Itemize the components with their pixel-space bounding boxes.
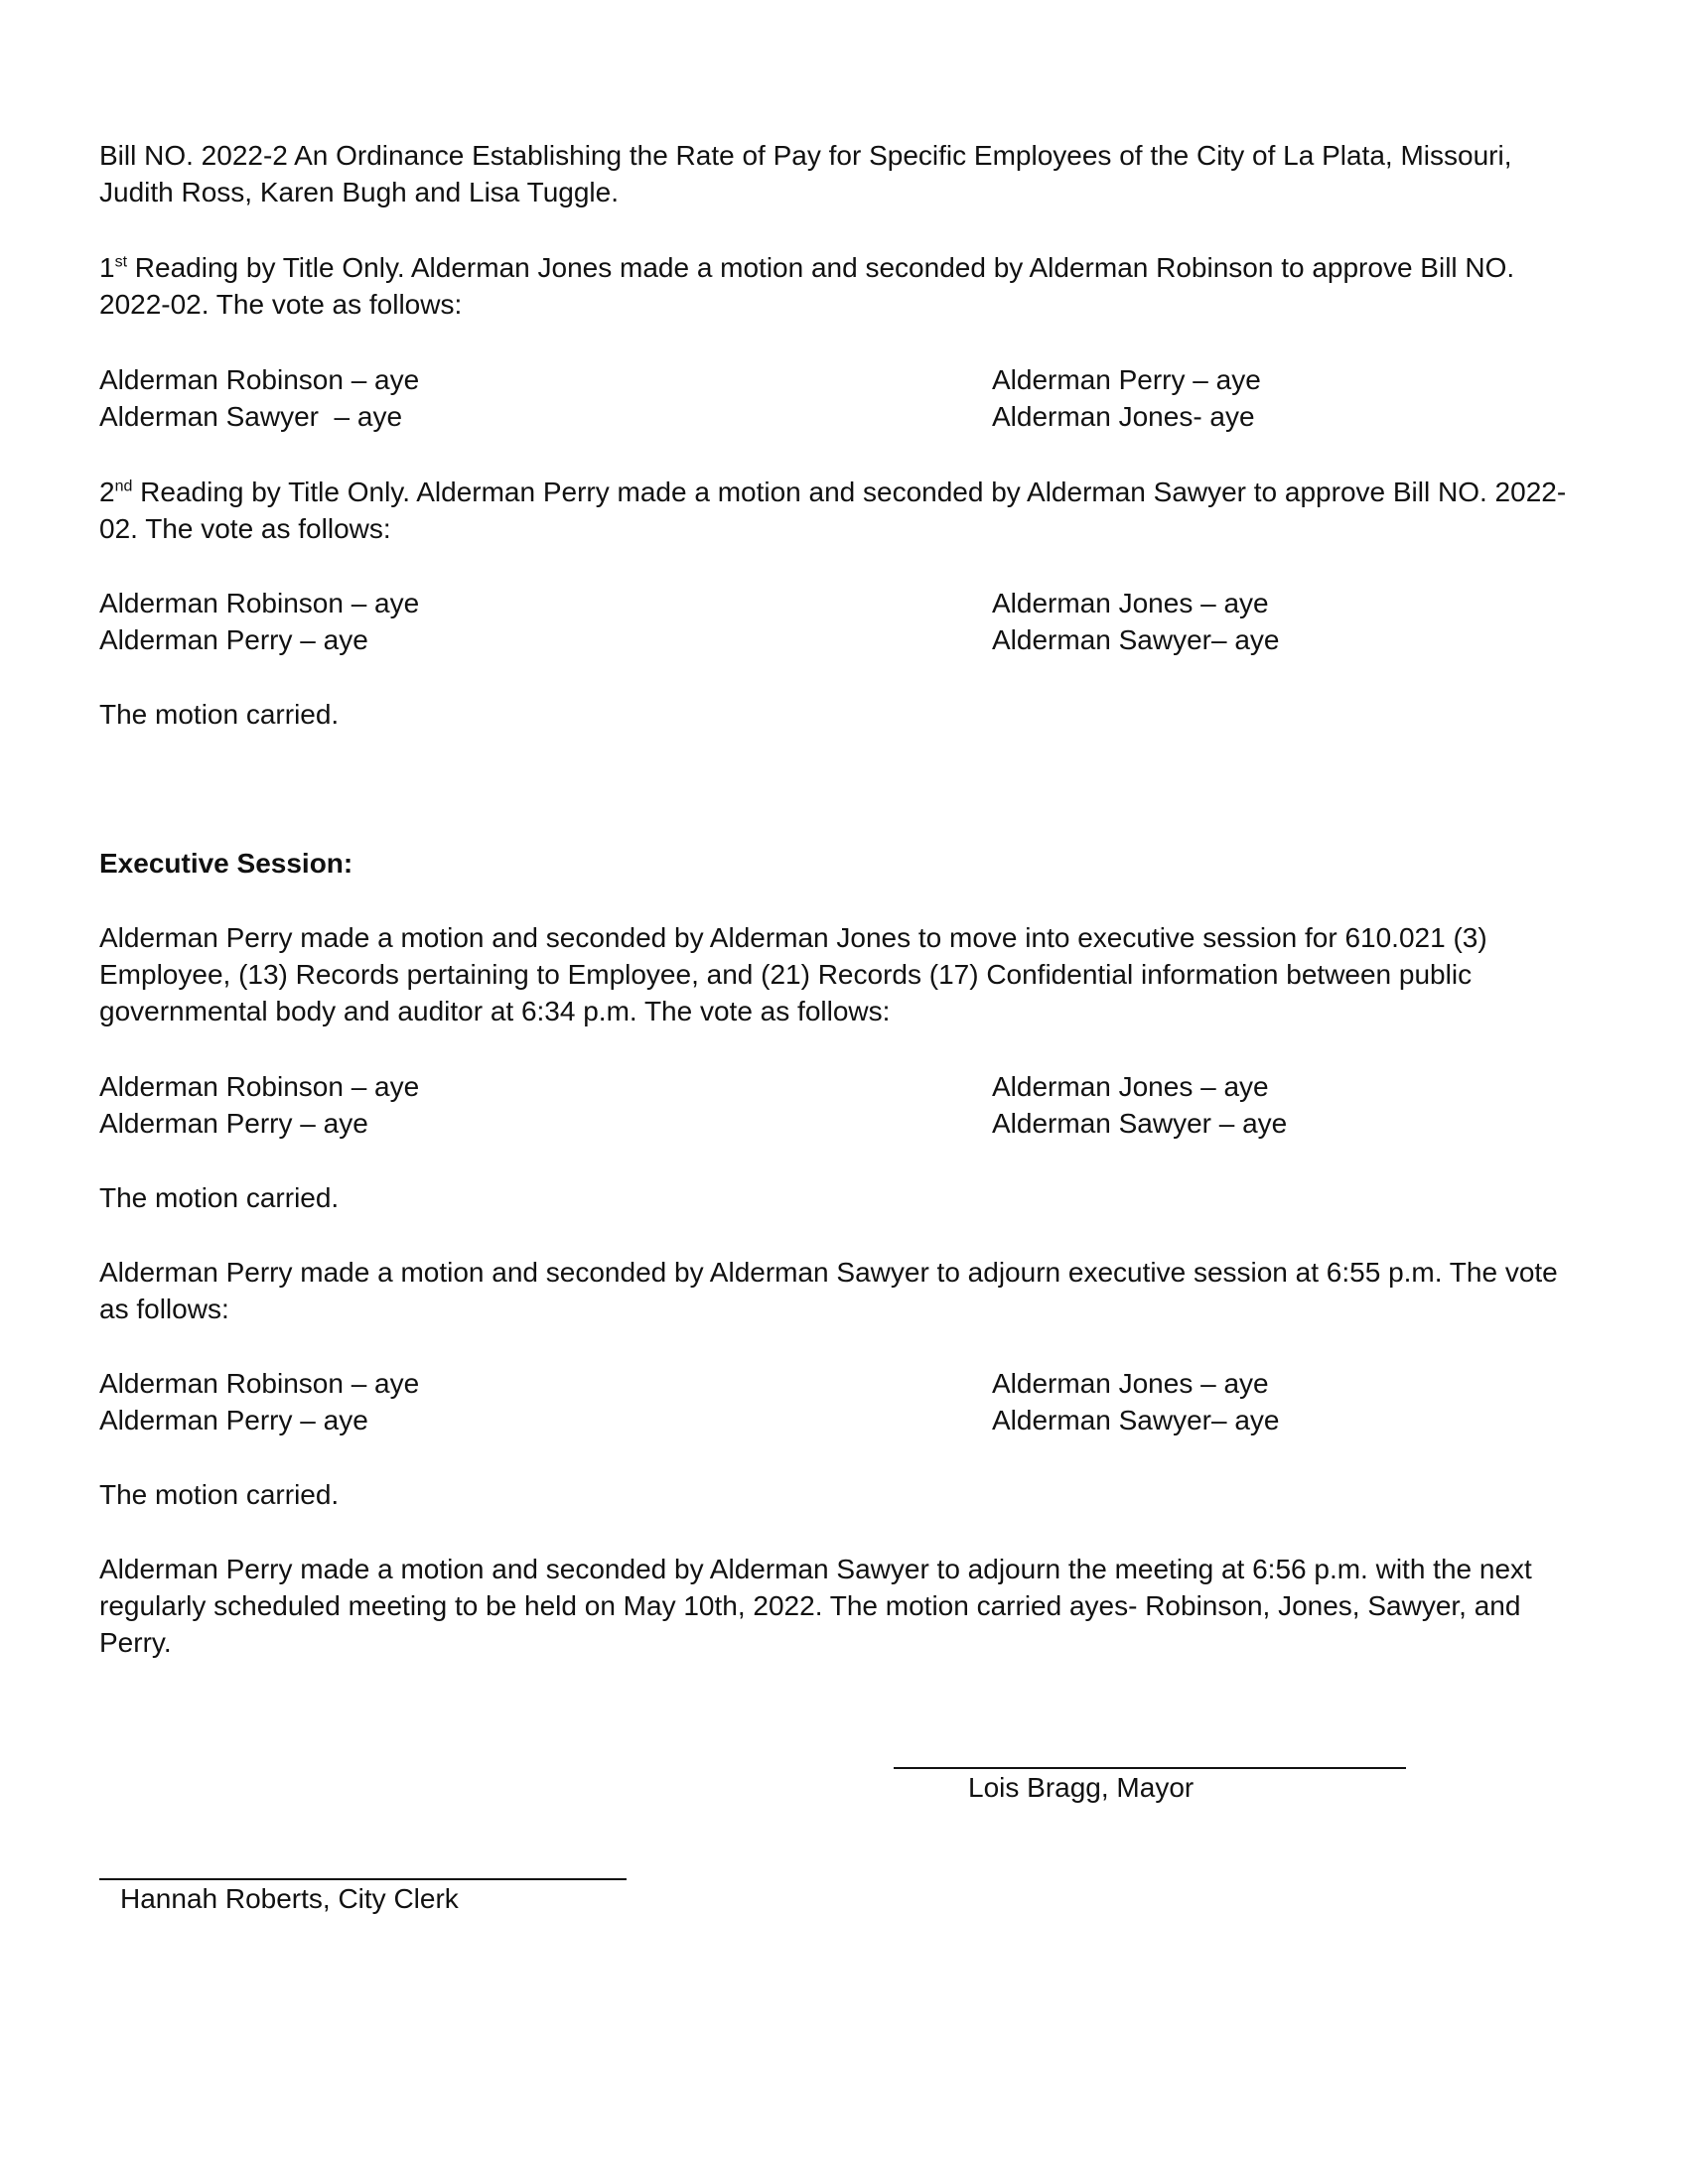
reading1-votes bbox=[99, 361, 1589, 435]
clerk-signature-name: Hannah Roberts, City Clerk bbox=[120, 1883, 459, 1914]
reading2-ordinal: 2 bbox=[99, 477, 115, 507]
reading2-result bbox=[99, 696, 1589, 733]
vote-left: Alderman Perry – aye bbox=[99, 1108, 368, 1139]
adjourn-text: Alderman Perry made a motion and seconded by Alderman Sawyer to adjourn the meeting at 6:56 p.m. with the next regularly scheduled meeting to be held on May 10th, 2022. The motion carried ayes- Robinson, Jones, Sawyer, and Perry. bbox=[99, 1554, 1532, 1658]
reading2-votes bbox=[99, 585, 1589, 658]
executive-result1 bbox=[99, 1179, 1589, 1216]
vote-left: Alderman Robinson – aye bbox=[99, 588, 420, 618]
executive-heading-block bbox=[99, 845, 1589, 882]
vote-right: Alderman Sawyer– aye bbox=[992, 1405, 1280, 1435]
motion-result: The motion carried. bbox=[99, 699, 340, 730]
vote-left: Alderman Robinson – aye bbox=[99, 1368, 420, 1399]
motion-result: The motion carried. bbox=[99, 1479, 340, 1510]
vote-left: Alderman Sawyer – aye bbox=[99, 401, 403, 432]
vote-right: Alderman Jones- aye bbox=[992, 401, 1255, 432]
vote-row bbox=[99, 361, 1589, 398]
bill-title-paragraph bbox=[99, 137, 1589, 210]
motion-result: The motion carried. bbox=[99, 1182, 340, 1213]
vote-right: Alderman Perry – aye bbox=[992, 364, 1261, 395]
reading1-ordinal-suffix: st bbox=[114, 253, 128, 271]
executive-motion1: Alderman Perry made a motion and seconded by Alderman Jones to move into executive session for 610.021 (3) Employee, (13) Records pertaining to Employee, and (21) Records (17) Confidential information between public governmental body and auditor at 6:34 p.m. The vote as follows: bbox=[99, 922, 1487, 1026]
vote-right: Alderman Jones – aye bbox=[992, 1368, 1269, 1399]
vote-row bbox=[99, 1402, 1589, 1438]
bill-title: Bill NO. 2022-2 An Ordinance Establishing the Rate of Pay for Specific Employees of the City of La Plata, Missouri, Judith Ross, Karen Bugh and Lisa Tuggle. bbox=[99, 140, 1512, 207]
vote-row bbox=[99, 1068, 1589, 1105]
reading1-text: Reading by Title Only. Alderman Jones made a motion and seconded by Alderman Robinson to approve Bill NO. 2022-02. The vote as follows: bbox=[99, 252, 1515, 320]
reading2-ordinal-suffix: nd bbox=[114, 478, 133, 495]
vote-row bbox=[99, 1365, 1589, 1402]
executive-result2 bbox=[99, 1476, 1589, 1513]
executive-motion1-paragraph bbox=[99, 919, 1589, 1029]
vote-row bbox=[99, 585, 1589, 621]
reading2-paragraph bbox=[99, 474, 1589, 547]
vote-right: Alderman Jones – aye bbox=[992, 588, 1269, 618]
executive-session-heading: Executive Session: bbox=[99, 848, 353, 879]
vote-right: Alderman Sawyer– aye bbox=[992, 624, 1280, 655]
vote-row bbox=[99, 398, 1589, 435]
vote-right: Alderman Sawyer – aye bbox=[992, 1108, 1288, 1139]
vote-left: Alderman Robinson – aye bbox=[99, 364, 420, 395]
adjourn-paragraph bbox=[99, 1551, 1589, 1661]
reading1-ordinal: 1 bbox=[99, 252, 115, 283]
mayor-signature-name: Lois Bragg, Mayor bbox=[968, 1772, 1195, 1803]
reading1-paragraph bbox=[99, 249, 1589, 323]
executive-motion2: Alderman Perry made a motion and seconded by Alderman Sawyer to adjourn executive session at 6:55 p.m. The vote as follows: bbox=[99, 1257, 1558, 1324]
vote-left: Alderman Perry – aye bbox=[99, 624, 368, 655]
vote-row bbox=[99, 1105, 1589, 1142]
vote-left: Alderman Robinson – aye bbox=[99, 1071, 420, 1102]
vote-row bbox=[99, 621, 1589, 658]
executive-votes1 bbox=[99, 1068, 1589, 1142]
reading2-text: Reading by Title Only. Alderman Perry made a motion and seconded by Alderman Sawyer to approve Bill NO. 2022-02. The vote as follows: bbox=[99, 477, 1567, 544]
vote-right: Alderman Jones – aye bbox=[992, 1071, 1269, 1102]
executive-motion2-paragraph bbox=[99, 1254, 1589, 1327]
vote-left: Alderman Perry – aye bbox=[99, 1405, 368, 1435]
executive-votes2 bbox=[99, 1365, 1589, 1438]
